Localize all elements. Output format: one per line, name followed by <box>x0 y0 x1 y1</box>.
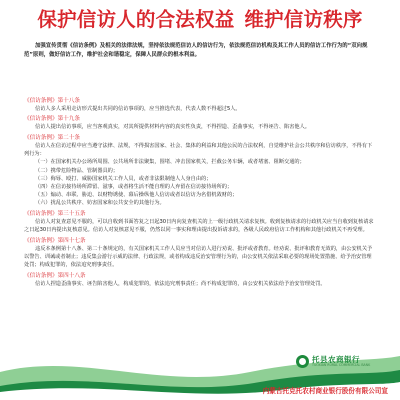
article-number: 第四十八条 <box>57 273 86 280</box>
article-source: 《信访条例》 <box>24 211 58 218</box>
article-list-item: （二）携带危险物品、管制器具的； <box>35 167 119 174</box>
article-text: 信访人捏造歪曲事实、诬告陷害他人，构成犯罪的，依法追究刑事责任；尚不构成犯罪的，由公安机关依法给予治安管理处罚。 <box>35 281 326 288</box>
article-text: 信访人多人采用走访形式提出共同的信访事项的，应当推选代表，代表人数不得超过5人。 <box>35 105 241 112</box>
article <box>24 272 376 288</box>
article-number: 第三十五条 <box>57 211 86 218</box>
article-list-item: （一）在国家机关办公场所周围、公共场所非法聚集，围堵、冲击国家机关，拦截公务车辆，或者堵塞、阻断交通的； <box>35 159 305 166</box>
article-list-item: （三）侮辱、殴打、威胁国家机关工作人员，或者非法限制他人人身自由的； <box>35 175 212 182</box>
article-number: 第二十条 <box>57 134 80 141</box>
intro-paragraph: 加强宣传贯彻《信访条例》及相关的法律法规，坚持依法规范信访人的信访行为，依法规范信访机构及其工作人员的信访工作行为的“双向规范”原则，做好信访工作，维护社会和谐稳定，保障人民群众的根本利益。 <box>24 43 368 58</box>
article-heading <box>24 210 376 218</box>
article-list-item: （五）煽动、串联、胁迫、以财物诱使、幕后操纵他人信访或者以信访为名借机敛财的； <box>35 192 238 199</box>
title-part-1: 保护信访人的合法权益 <box>37 8 235 31</box>
article-list-item: （六）扰乱公共秩序、妨害国家和公共安全的其他行为。 <box>35 200 165 207</box>
article <box>24 210 376 234</box>
article-source: 《信访条例》 <box>24 273 58 280</box>
article-text: 信访人在信访过程中应当遵守法律、法规，不得损害国家、社会、集体的利益和其他公民的合法权利，自觉维护社会公共秩序和信访秩序，不得有下列行为： <box>24 142 373 158</box>
article <box>24 97 376 113</box>
article <box>24 115 376 131</box>
article-source: 《信访条例》 <box>24 237 58 244</box>
article-source: 《信访条例》 <box>24 97 58 104</box>
footer-publisher: 内蒙古托克托农村商业银行股份有限公司宣 <box>262 387 388 395</box>
title-part-2: 维护信访秩序 <box>244 8 363 31</box>
article-text: 信访人对复查意见不服的，可以自收到书面答复之日起30日内向复查机关的上一级行政机关请求复核。收到复核请求的行政机关应当自收到复核请求之日起30日内提出复核意见。信访人对复核意见不服，仍然以同一事实和理由提出投诉请求的，各级人民政府信访工作机构和其他行政机关不再受理。 <box>24 219 374 234</box>
article-source: 《信访条例》 <box>24 134 58 141</box>
bank-logo <box>296 354 386 370</box>
article-text: 违反本条例第十八条、第二十条规定的，有关国家机关工作人员应当对信访人进行劝说、批评或者教育。经劝说、批评和教育无效的，由公安机关予以警告、训诫或者制止；违反集会游行示威的法律、行政法规，或者构成违反治安管理行为的，由公安机关依法采取必要的现场处置措施、给予治安管理处罚；构成犯罪的，依法追究刑事责任。 <box>24 245 373 269</box>
poster-title <box>0 6 400 34</box>
article-list <box>24 97 376 289</box>
article-number: 第四十七条 <box>57 237 86 244</box>
article <box>24 134 376 208</box>
article-heading <box>24 115 376 123</box>
article-heading <box>24 97 376 105</box>
bank-name-en: TUOXIAN RURAL COMMERCIAL BANK <box>312 363 371 367</box>
article-number: 第十九条 <box>57 116 80 123</box>
article-text: 信访人提出信访事项，应当客观真实，对其所提供材料内容的真实性负责，不得捏造、歪曲事实，不得诬告、陷害他人。 <box>35 124 310 131</box>
content-body <box>24 42 376 288</box>
article-source: 《信访条例》 <box>24 116 58 123</box>
article-list-item: （四）在信访接待场所滞留、滋事，或者将生活不能自理的人弃留在信访接待场所的； <box>35 183 233 190</box>
article-heading <box>24 272 376 280</box>
bank-name-cn: 托县农商银行 <box>312 355 360 364</box>
article <box>24 237 376 270</box>
bank-logo-icon <box>296 355 309 368</box>
article-heading <box>24 134 376 142</box>
article-number: 第十八条 <box>57 97 80 104</box>
article-heading <box>24 237 376 245</box>
